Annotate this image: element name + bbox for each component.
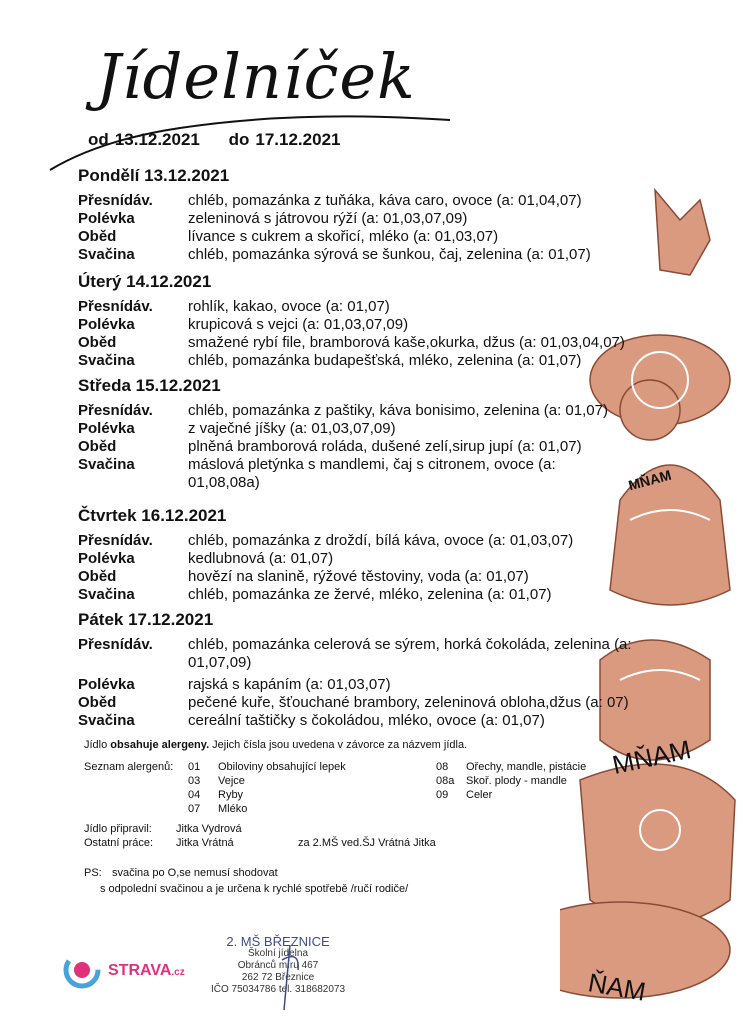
meal-text: chléb, pomazánka z tuňáka, káva caro, ovoce (a: 01,04,07)	[188, 192, 582, 209]
allergen-list-right	[436, 760, 586, 802]
meal-label: Oběd	[78, 438, 117, 455]
allergen-code: 04	[188, 789, 201, 801]
meal-text: chléb, pomazánka celerová se sýrem, horká čokoláda, zelenina (a: 01,07,09)	[188, 636, 632, 671]
allergen-code: 01	[188, 761, 201, 773]
meal-label: Přesnídáv.	[78, 532, 153, 549]
meal-row	[78, 636, 678, 672]
meal-row	[78, 228, 678, 246]
allergen-item	[436, 760, 586, 774]
meal-label: Polévka	[78, 210, 135, 227]
meal-text: chléb, pomazánka budapešťská, mléko, zelenina (a: 01,07)	[188, 352, 582, 369]
deco-word: MŇAM	[626, 466, 673, 494]
meal-row	[78, 532, 678, 550]
allergen-code: 09	[436, 789, 449, 801]
allergen-code: 08	[436, 761, 449, 773]
allergen-item	[436, 774, 586, 788]
allergen-item	[188, 802, 346, 816]
day-heading: Pondělí 13.12.2021	[78, 166, 230, 185]
allergen-item	[188, 760, 346, 774]
allergen-item	[188, 774, 346, 788]
deco-word: MŇAM	[609, 734, 694, 780]
meal-row	[78, 586, 678, 604]
allergen-note-pre: Jídlo	[84, 739, 111, 751]
meal-label: Svačina	[78, 246, 135, 263]
meal-row	[78, 298, 678, 316]
meal-row	[78, 334, 678, 352]
stamp-line: IČO 75034786 tel. 318682073	[211, 984, 345, 995]
allergen-code: 07	[188, 803, 201, 815]
meal-row	[78, 402, 678, 420]
meal-text: lívance s cukrem a skořicí, mléko (a: 01,03,07)	[188, 228, 499, 245]
allergen-list-left	[188, 760, 346, 816]
day-monday	[78, 166, 678, 264]
stamp-name: 2. MŠ BŘEZNICE	[226, 934, 330, 949]
meal-text: zeleninová s játrovou rýží (a: 01,03,07,09)	[188, 210, 468, 227]
meal-text: krupicová s vejci (a: 01,03,07,09)	[188, 316, 409, 333]
meal-label: Polévka	[78, 316, 135, 333]
allergen-note-post: Jejich čísla jsou uvedena v závorce za názvem jídla.	[209, 739, 468, 751]
allergen-name: Skoř. plody - mandle	[466, 775, 567, 787]
meal-text: smažené rybí file, bramborová kaše,okurka, džus (a: 01,03,04,07)	[188, 334, 625, 351]
meal-text: máslová pletýnka s mandlemi, čaj s citronem, ovoce (a: 01,08,08a)	[188, 456, 556, 491]
ps-label: PS:	[84, 867, 102, 879]
meal-text: z vaječné jíšky (a: 01,03,07,09)	[188, 420, 396, 437]
day-heading: Úterý 14.12.2021	[78, 272, 212, 291]
meal-row	[78, 352, 678, 370]
allergen-note	[84, 738, 467, 752]
meal-label: Oběd	[78, 694, 117, 711]
meal-label: Svačina	[78, 456, 135, 473]
ps-line-2: s odpolední svačinou a je určena k rychlé spotřebě /ručí rodiče/	[100, 883, 409, 895]
meal-text: chléb, pomazánka z droždí, bílá káva, ovoce (a: 01,03,07)	[188, 532, 574, 549]
allergen-name: Ořechy, mandle, pistácie	[466, 761, 587, 773]
allergen-name: Ryby	[218, 789, 244, 801]
meal-label: Oběd	[78, 568, 117, 585]
meal-text: chléb, pomazánka sýrová se šunkou, čaj, zelenina (a: 01,07)	[188, 246, 591, 263]
logo-name: STRAVA	[108, 962, 172, 979]
meal-label: Přesnídáv.	[78, 636, 153, 653]
other-work-name: Jitka Vrátná	[176, 837, 234, 849]
allergen-name: Vejce	[218, 775, 245, 787]
allergen-item	[188, 788, 346, 802]
school-unit: za 2.MŠ ved.ŠJ Vrátná Jitka	[298, 837, 436, 849]
meal-row	[78, 456, 678, 492]
signature-icon	[270, 940, 310, 1020]
meal-row	[78, 712, 678, 730]
meal-row	[78, 210, 678, 228]
meal-text: rohlík, kakao, ovoce (a: 01,07)	[188, 298, 390, 315]
meal-label: Svačina	[78, 586, 135, 603]
meal-row	[78, 568, 678, 586]
date-range	[88, 130, 346, 150]
day-heading: Pátek 17.12.2021	[78, 610, 214, 629]
meal-row	[78, 676, 678, 694]
meal-label: Polévka	[78, 550, 135, 567]
menu-title: Jídelníček	[96, 40, 416, 113]
meal-label: Přesnídáv.	[78, 402, 153, 419]
prepared-by-label: Jídlo připravil:	[84, 823, 152, 835]
day-thursday	[78, 506, 678, 604]
meal-label: Přesnídáv.	[78, 298, 153, 315]
meal-label: Svačina	[78, 352, 135, 369]
meal-row	[78, 438, 678, 456]
allergen-code: 08a	[436, 775, 455, 787]
meal-row	[78, 316, 678, 334]
meal-row	[78, 420, 678, 438]
day-friday	[78, 610, 678, 730]
stamp-line: Školní jídelna	[247, 948, 309, 959]
meal-row	[78, 192, 678, 210]
day-tuesday	[78, 272, 678, 370]
day-wednesday	[78, 376, 678, 492]
allergen-code: 03	[188, 775, 201, 787]
date-from-label: od	[88, 130, 109, 149]
date-to-label: do	[228, 130, 250, 149]
logo-suffix: .cz	[171, 967, 185, 978]
allergen-name: Celer	[466, 789, 493, 801]
day-heading: Středa 15.12.2021	[78, 376, 221, 395]
deco-word: ŇAM	[585, 967, 649, 1007]
meal-text: plněná bramborová roláda, dušené zelí,sirup jupí (a: 01,07)	[188, 438, 582, 455]
strava-logo-text	[108, 962, 185, 980]
date-to: 17.12.2021	[255, 130, 341, 149]
allergen-list-label: Seznam alergenů:	[84, 761, 174, 773]
meal-text: cereální taštičky s čokoládou, mléko, ovoce (a: 01,07)	[188, 712, 545, 729]
date-from: 13.12.2021	[114, 130, 200, 149]
day-heading: Čtvrtek 16.12.2021	[78, 506, 227, 525]
allergen-name: Mléko	[218, 803, 248, 815]
meal-row	[78, 246, 678, 264]
allergen-item	[436, 788, 586, 802]
meal-text: chléb, pomazánka z paštiky, káva bonisimo, zelenina (a: 01,07)	[188, 402, 608, 419]
meal-text: chléb, pomazánka ze žervé, mléko, zelenina (a: 01,07)	[188, 586, 552, 603]
meal-label: Oběd	[78, 334, 117, 351]
meal-text: pečené kuře, šťouchané brambory, zeleninová obloha,džus (a: 07)	[188, 694, 629, 711]
stamp-line: 262 72 Březnice	[241, 972, 315, 983]
meal-label: Oběd	[78, 228, 117, 245]
meal-text: rajská s kapáním (a: 01,03,07)	[188, 676, 391, 693]
meal-label: Svačina	[78, 712, 135, 729]
meal-row	[78, 694, 678, 712]
stamp-line: Obránců míru 467	[237, 960, 319, 971]
allergen-name: Obiloviny obsahující lepek	[218, 761, 346, 773]
meal-text: hovězí na slanině, rýžové těstoviny, voda (a: 01,07)	[188, 568, 529, 585]
other-work-label: Ostatní práce:	[84, 837, 154, 849]
meal-label: Přesnídáv.	[78, 192, 153, 209]
prepared-by-name: Jitka Vydrová	[176, 823, 242, 835]
meal-row	[78, 550, 678, 568]
ps-line-1: svačina po O,se nemusí shodovat	[112, 867, 278, 879]
meal-label: Polévka	[78, 676, 135, 693]
meal-text: kedlubnová (a: 01,07)	[188, 550, 334, 567]
meal-label: Polévka	[78, 420, 135, 437]
allergen-note-bold: obsahuje alergeny.	[110, 739, 210, 751]
